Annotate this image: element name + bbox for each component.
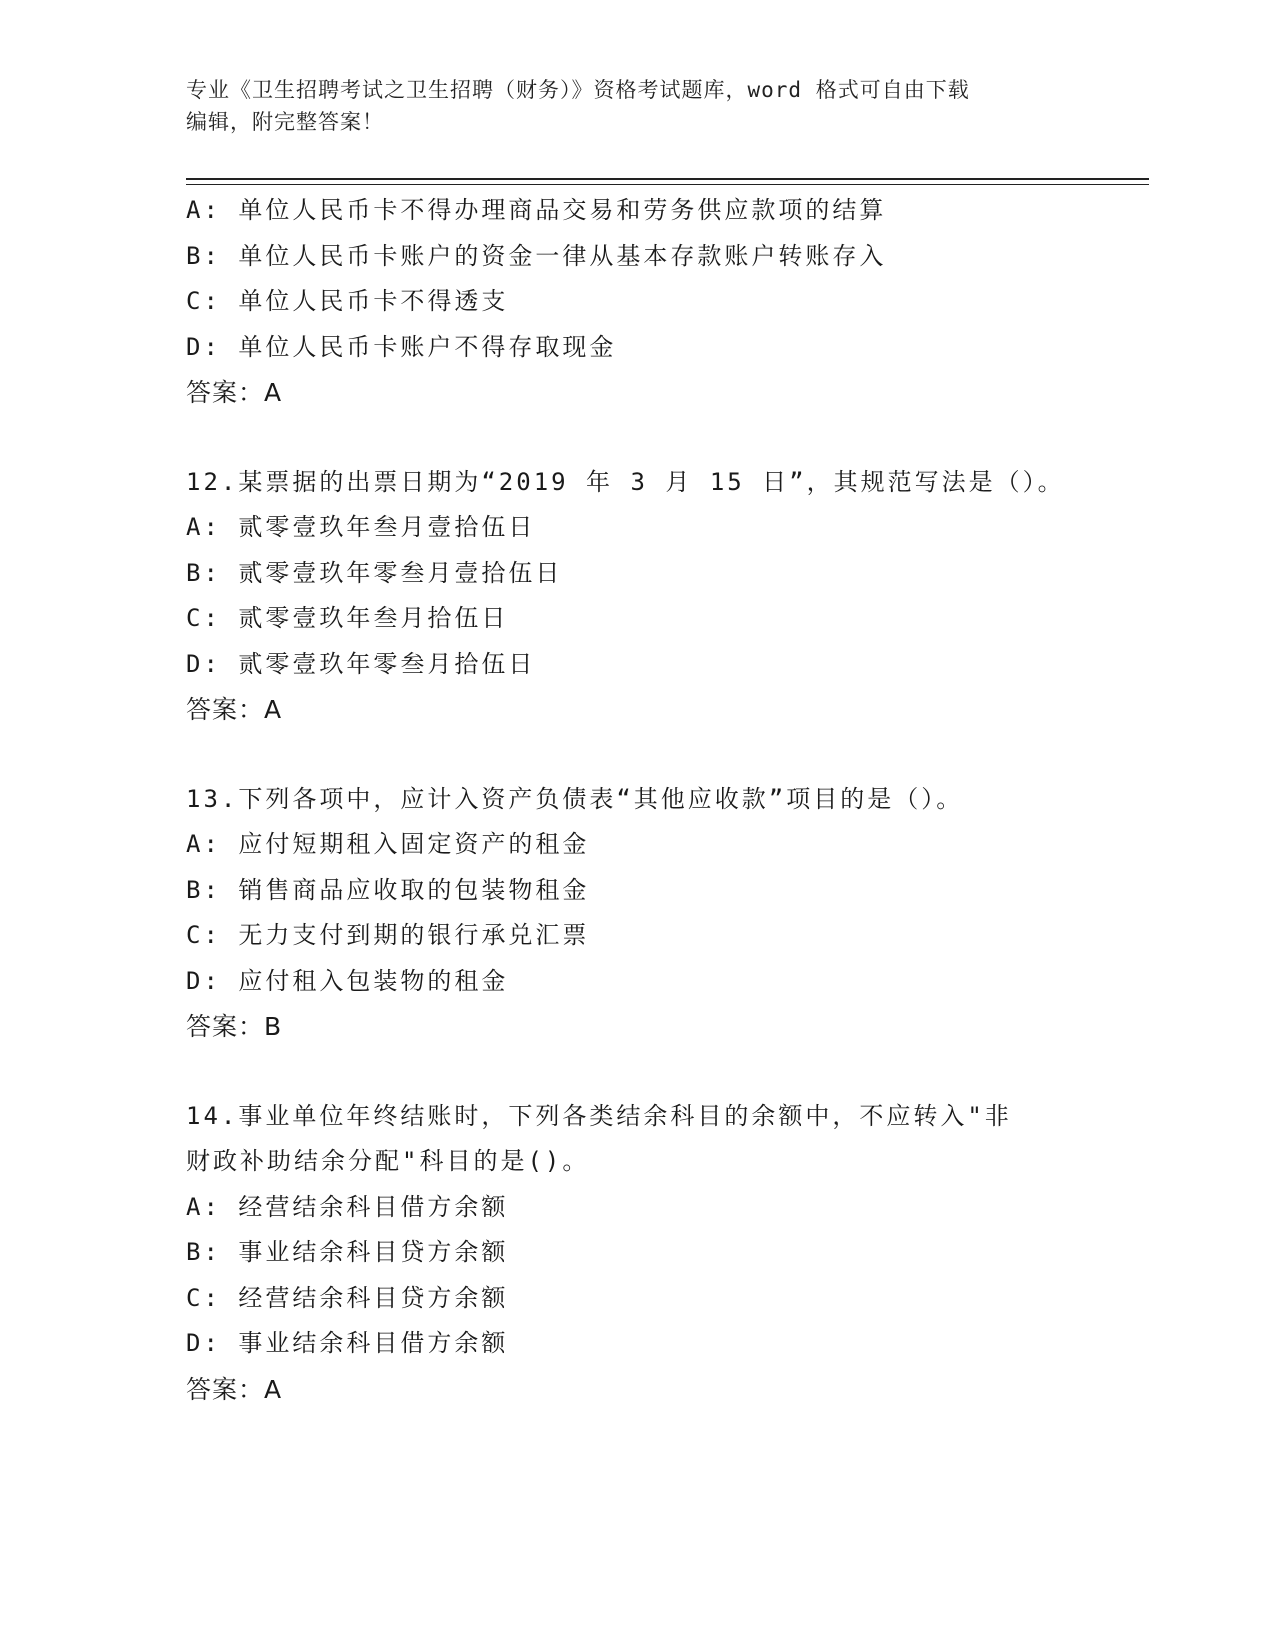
option-c: C: 单位人民币卡不得透支 xyxy=(186,287,509,315)
option-d: D: 事业结余科目借方余额 xyxy=(186,1329,509,1357)
intro-line-2: 编辑，附完整答案！ xyxy=(186,110,384,134)
answer-label: 答案：A xyxy=(186,378,283,407)
option-d: D: 贰零壹玖年零叁月拾伍日 xyxy=(186,649,536,678)
option-c: C: 无力支付到期的银行承兑汇票 xyxy=(186,921,590,949)
spacer xyxy=(186,733,1146,777)
intro-line-1: 专业《卫生招聘考试之卫生招聘（财务）》资格考试题库，word 格式可自由下载 xyxy=(186,78,970,102)
option-b: B: 事业结余科目贷方余额 xyxy=(186,1238,509,1266)
question-14 xyxy=(186,1094,1146,1413)
question-12 xyxy=(186,460,1146,733)
question-text: 12.某票据的出票日期为“2019 年 3 月 15 日”，其规范写法是（）。 xyxy=(186,467,1065,496)
answer-label: 答案：B xyxy=(186,1012,283,1041)
option-a: A: 单位人民币卡不得办理商品交易和劳务供应款项的结算 xyxy=(186,196,887,224)
option-a: A: 应付短期租入固定资产的租金 xyxy=(186,830,590,858)
option-a: A: 经营结余科目借方余额 xyxy=(186,1192,509,1221)
option-a: A: 贰零壹玖年叁月壹拾伍日 xyxy=(186,513,536,541)
answer-label: 答案：A xyxy=(186,695,283,724)
option-c: C: 贰零壹玖年叁月拾伍日 xyxy=(186,604,509,632)
option-c: C: 经营结余科目贷方余额 xyxy=(186,1283,509,1312)
option-d: D: 单位人民币卡账户不得存取现金 xyxy=(186,332,617,361)
question-list xyxy=(186,188,1146,1412)
question-13 xyxy=(186,777,1146,1050)
spacer xyxy=(186,1050,1146,1094)
question-text-line-1: 14.事业单位年终结账时，下列各类结余科目的余额中，不应转入"非 xyxy=(186,1101,1012,1130)
document-header xyxy=(186,74,1086,138)
answer-label: 答案：A xyxy=(186,1374,283,1404)
question-text-line-2: 财政补助结余分配"科目的是()。 xyxy=(186,1147,590,1175)
question-11 xyxy=(186,188,1146,416)
option-b: B: 销售商品应收取的包装物租金 xyxy=(186,875,590,904)
header-rule-thin xyxy=(186,184,1149,185)
spacer xyxy=(186,416,1146,460)
option-d: D: 应付租入包装物的租金 xyxy=(186,966,509,995)
question-text: 13.下列各项中，应计入资产负债表“其他应收款”项目的是（）。 xyxy=(186,784,964,813)
option-b: B: 贰零壹玖年零叁月壹拾伍日 xyxy=(186,558,563,587)
option-b: B: 单位人民币卡账户的资金一律从基本存款账户转账存入 xyxy=(186,241,887,270)
header-rule-thick xyxy=(186,178,1149,180)
